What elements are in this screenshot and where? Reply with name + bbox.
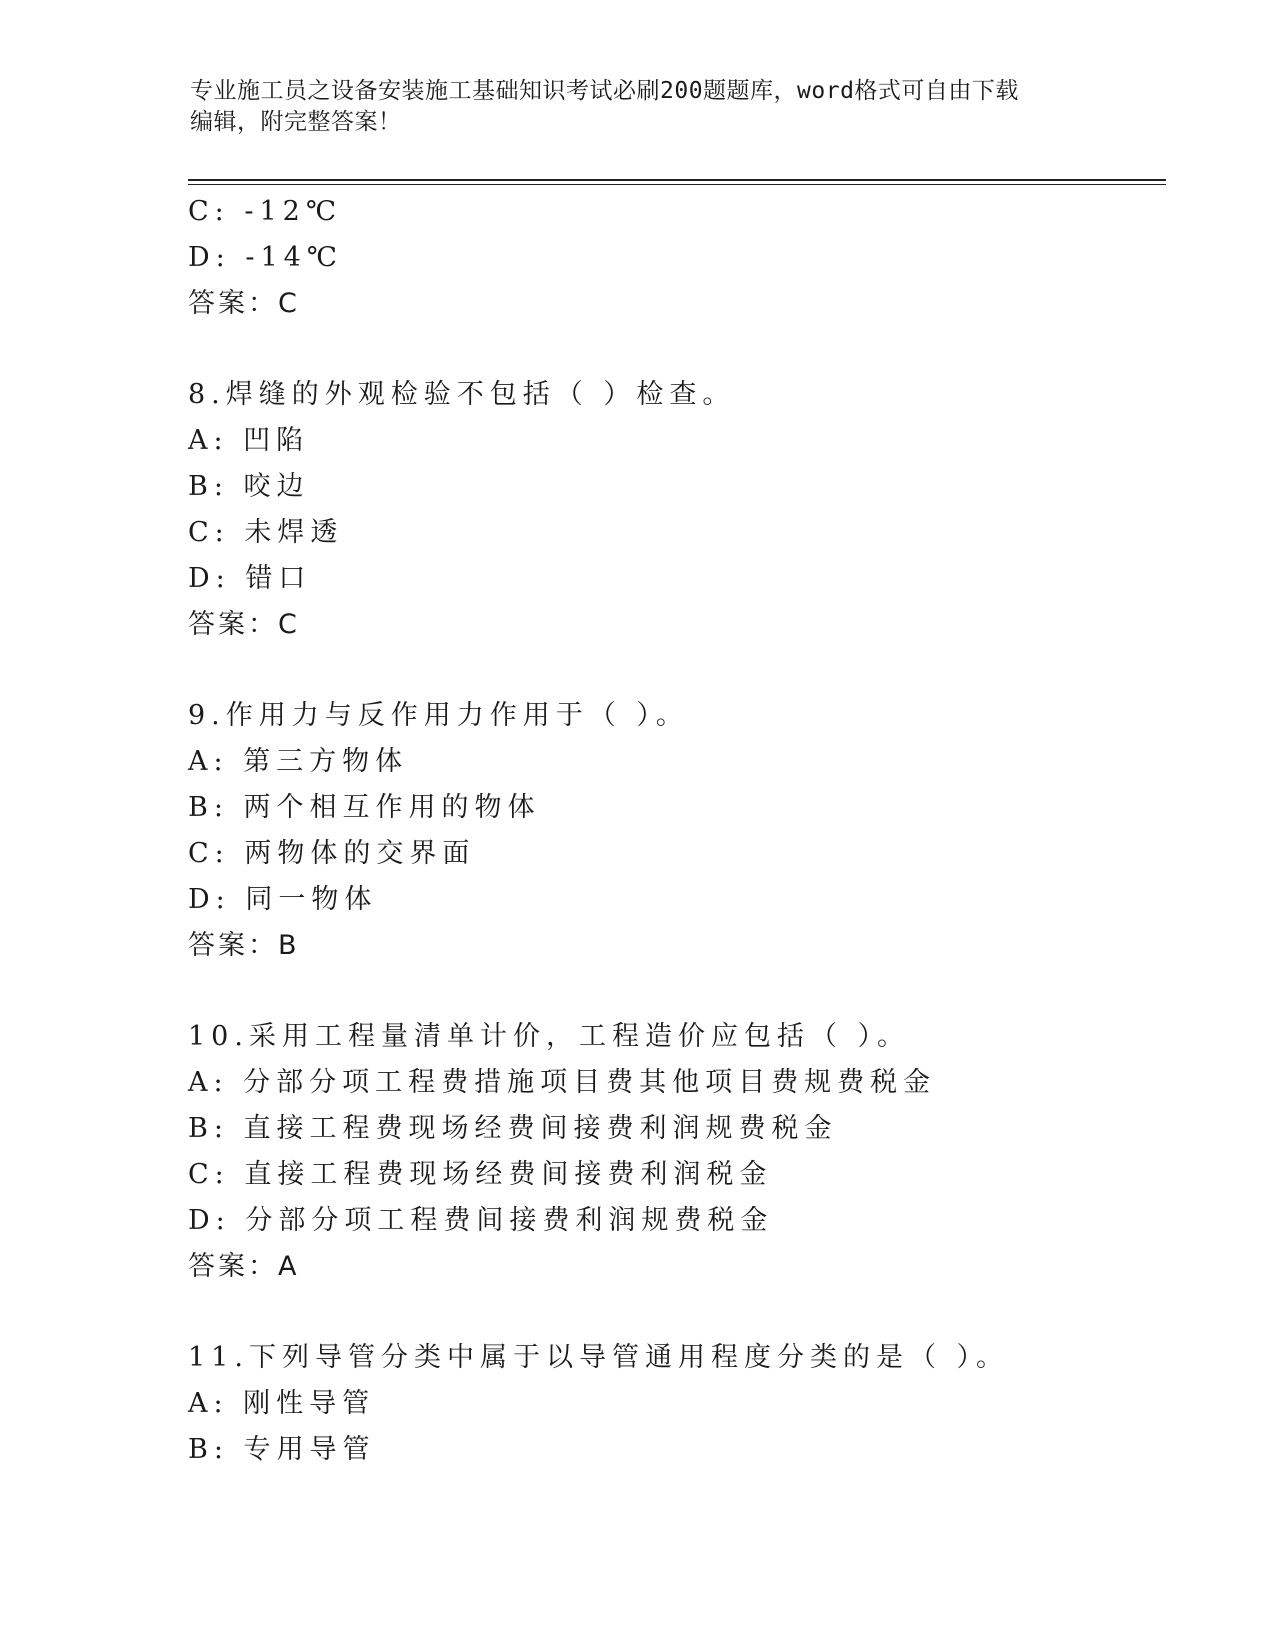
spacer [188,648,1168,693]
header-divider-thick [188,179,1166,181]
question-10 [188,1014,1168,1290]
option-a: A: 刚性导管 [188,1388,376,1419]
header-divider-thin [188,184,1166,185]
option-b: B: 专用导管 [188,1434,376,1465]
option-b: B: 直接工程费现场经费间接费利润规费税金 [188,1113,838,1144]
option-c: C: -12℃ [188,196,343,227]
answer-line: 答案：C [188,288,300,319]
header-title-line-2: 编辑，附完整答案！ [190,109,402,135]
question-11 [188,1335,1168,1473]
document-header [190,76,1110,138]
option-a: A: 第三方物体 [188,746,409,777]
option-d: D: 同一物体 [188,884,378,915]
header-title-line-1: 专业施工员之设备安装施工基础知识考试必刷200题题库，word格式可自由下载 [190,78,1019,104]
question-9 [188,693,1168,969]
spacer [188,327,1168,372]
question-list [188,189,1168,1473]
answer-line: 答案：B [188,930,300,961]
question-text: 11.下列导管分类中属于以导管通用程度分类的是（ ）。 [188,1342,1010,1373]
option-d: D: -14℃ [188,242,344,273]
option-d: D: 分部分项工程费间接费利润规费税金 [188,1205,774,1236]
option-c: C: 未焊透 [188,517,344,548]
answer-line: 答案：A [188,1251,300,1282]
question-text: 9.作用力与反作用力作用于（ ）。 [188,700,689,731]
spacer [188,969,1168,1014]
question-8 [188,372,1168,648]
option-a: A: 凹陷 [188,425,310,456]
spacer [188,1290,1168,1335]
option-b: B: 咬边 [188,471,310,502]
option-a: A: 分部分项工程费措施项目费其他项目费规费税金 [188,1067,937,1098]
option-d: D: 错口 [188,563,312,594]
question-text: 8.焊缝的外观检验不包括（ ）检查。 [188,379,736,410]
option-c: C: 直接工程费现场经费间接费利润税金 [188,1159,773,1190]
option-b: B: 两个相互作用的物体 [188,792,541,823]
answer-line: 答案：C [188,609,300,640]
question-7-tail [188,189,1168,327]
option-c: C: 两物体的交界面 [188,838,476,869]
question-text: 10.采用工程量清单计价，工程造价应包括（ ）。 [188,1021,911,1052]
